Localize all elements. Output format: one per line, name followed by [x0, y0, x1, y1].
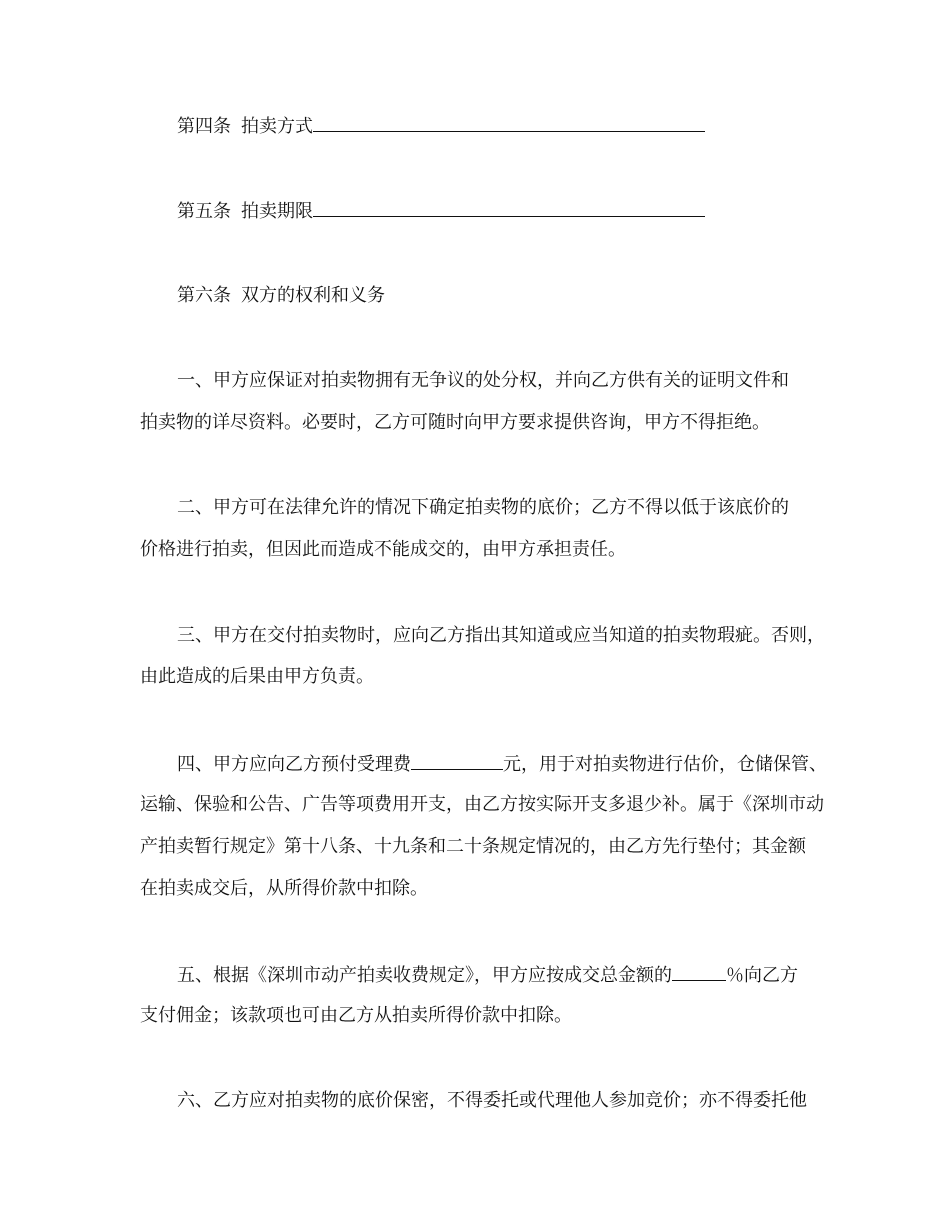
clause-5-text-before: 五、根据《深圳市动产拍卖收费规定》，甲方应按成交总金额的	[177, 965, 672, 986]
clause-6-line-1: 六、乙方应对拍卖物的底价保密，不得委托或代理他人参加竞价；亦不得委托他	[177, 1090, 807, 1111]
article-6-title: 双方的权利和义务	[241, 285, 385, 306]
article-4-heading	[177, 113, 705, 139]
clause-4-text-after: 元，用于对拍卖物进行估价，仓储保管、	[503, 754, 827, 775]
article-5-title: 拍卖期限	[241, 201, 313, 222]
clause-5-line-2: 支付佣金；该款项也可由乙方从拍卖所得价款中扣除。	[140, 1005, 572, 1026]
article-5-number: 第五条	[177, 201, 231, 222]
article-4-blank-field[interactable]	[313, 113, 705, 132]
clause-5-text-after: ％向乙方	[726, 965, 798, 986]
article-5-blank-field[interactable]	[313, 198, 705, 217]
article-5-heading	[177, 198, 705, 224]
article-6-number: 第六条	[177, 285, 231, 306]
clause-2-line-2: 价格进行拍卖，但因此而造成不能成交的，由甲方承担责任。	[140, 539, 626, 560]
article-6-heading	[177, 284, 385, 308]
article-4-number: 第四条	[177, 116, 231, 137]
clause-4-line-3: 产拍卖暂行规定》第十八条、十九条和二十条规定情况的，由乙方先行垫付；其金额	[140, 836, 806, 857]
clause-1-line-1: 一、甲方应保证对拍卖物拥有无争议的处分权，并向乙方供有关的证明文件和	[177, 370, 789, 391]
clause-1-line-2: 拍卖物的详尽资料。必要时，乙方可随时向甲方要求提供咨询，甲方不得拒绝。	[140, 412, 770, 433]
clause-3-line-2: 由此造成的后果由甲方负责。	[140, 666, 374, 687]
clause-3-line-1: 三、甲方在交付拍卖物时，应向乙方指出其知道或应当知道的拍卖物瑕疵。否则，	[177, 625, 825, 646]
clause-5-line-1	[177, 962, 798, 988]
commission-percent-blank-field[interactable]	[672, 962, 726, 981]
clause-4-line-4: 在拍卖成交后，从所得价款中扣除。	[140, 878, 428, 899]
clause-4-line-2: 运输、保验和公告、广告等项费用开支，由乙方按实际开支多退少补。属于《深圳市动	[140, 794, 824, 815]
clause-4-text-before: 四、甲方应向乙方预付受理费	[177, 754, 411, 775]
clause-2-line-1: 二、甲方可在法律允许的情况下确定拍卖物的底价；乙方不得以低于该底价的	[177, 497, 789, 518]
article-4-title: 拍卖方式	[241, 116, 313, 137]
clause-4-line-1	[177, 751, 827, 777]
fee-amount-blank-field[interactable]	[411, 751, 503, 770]
